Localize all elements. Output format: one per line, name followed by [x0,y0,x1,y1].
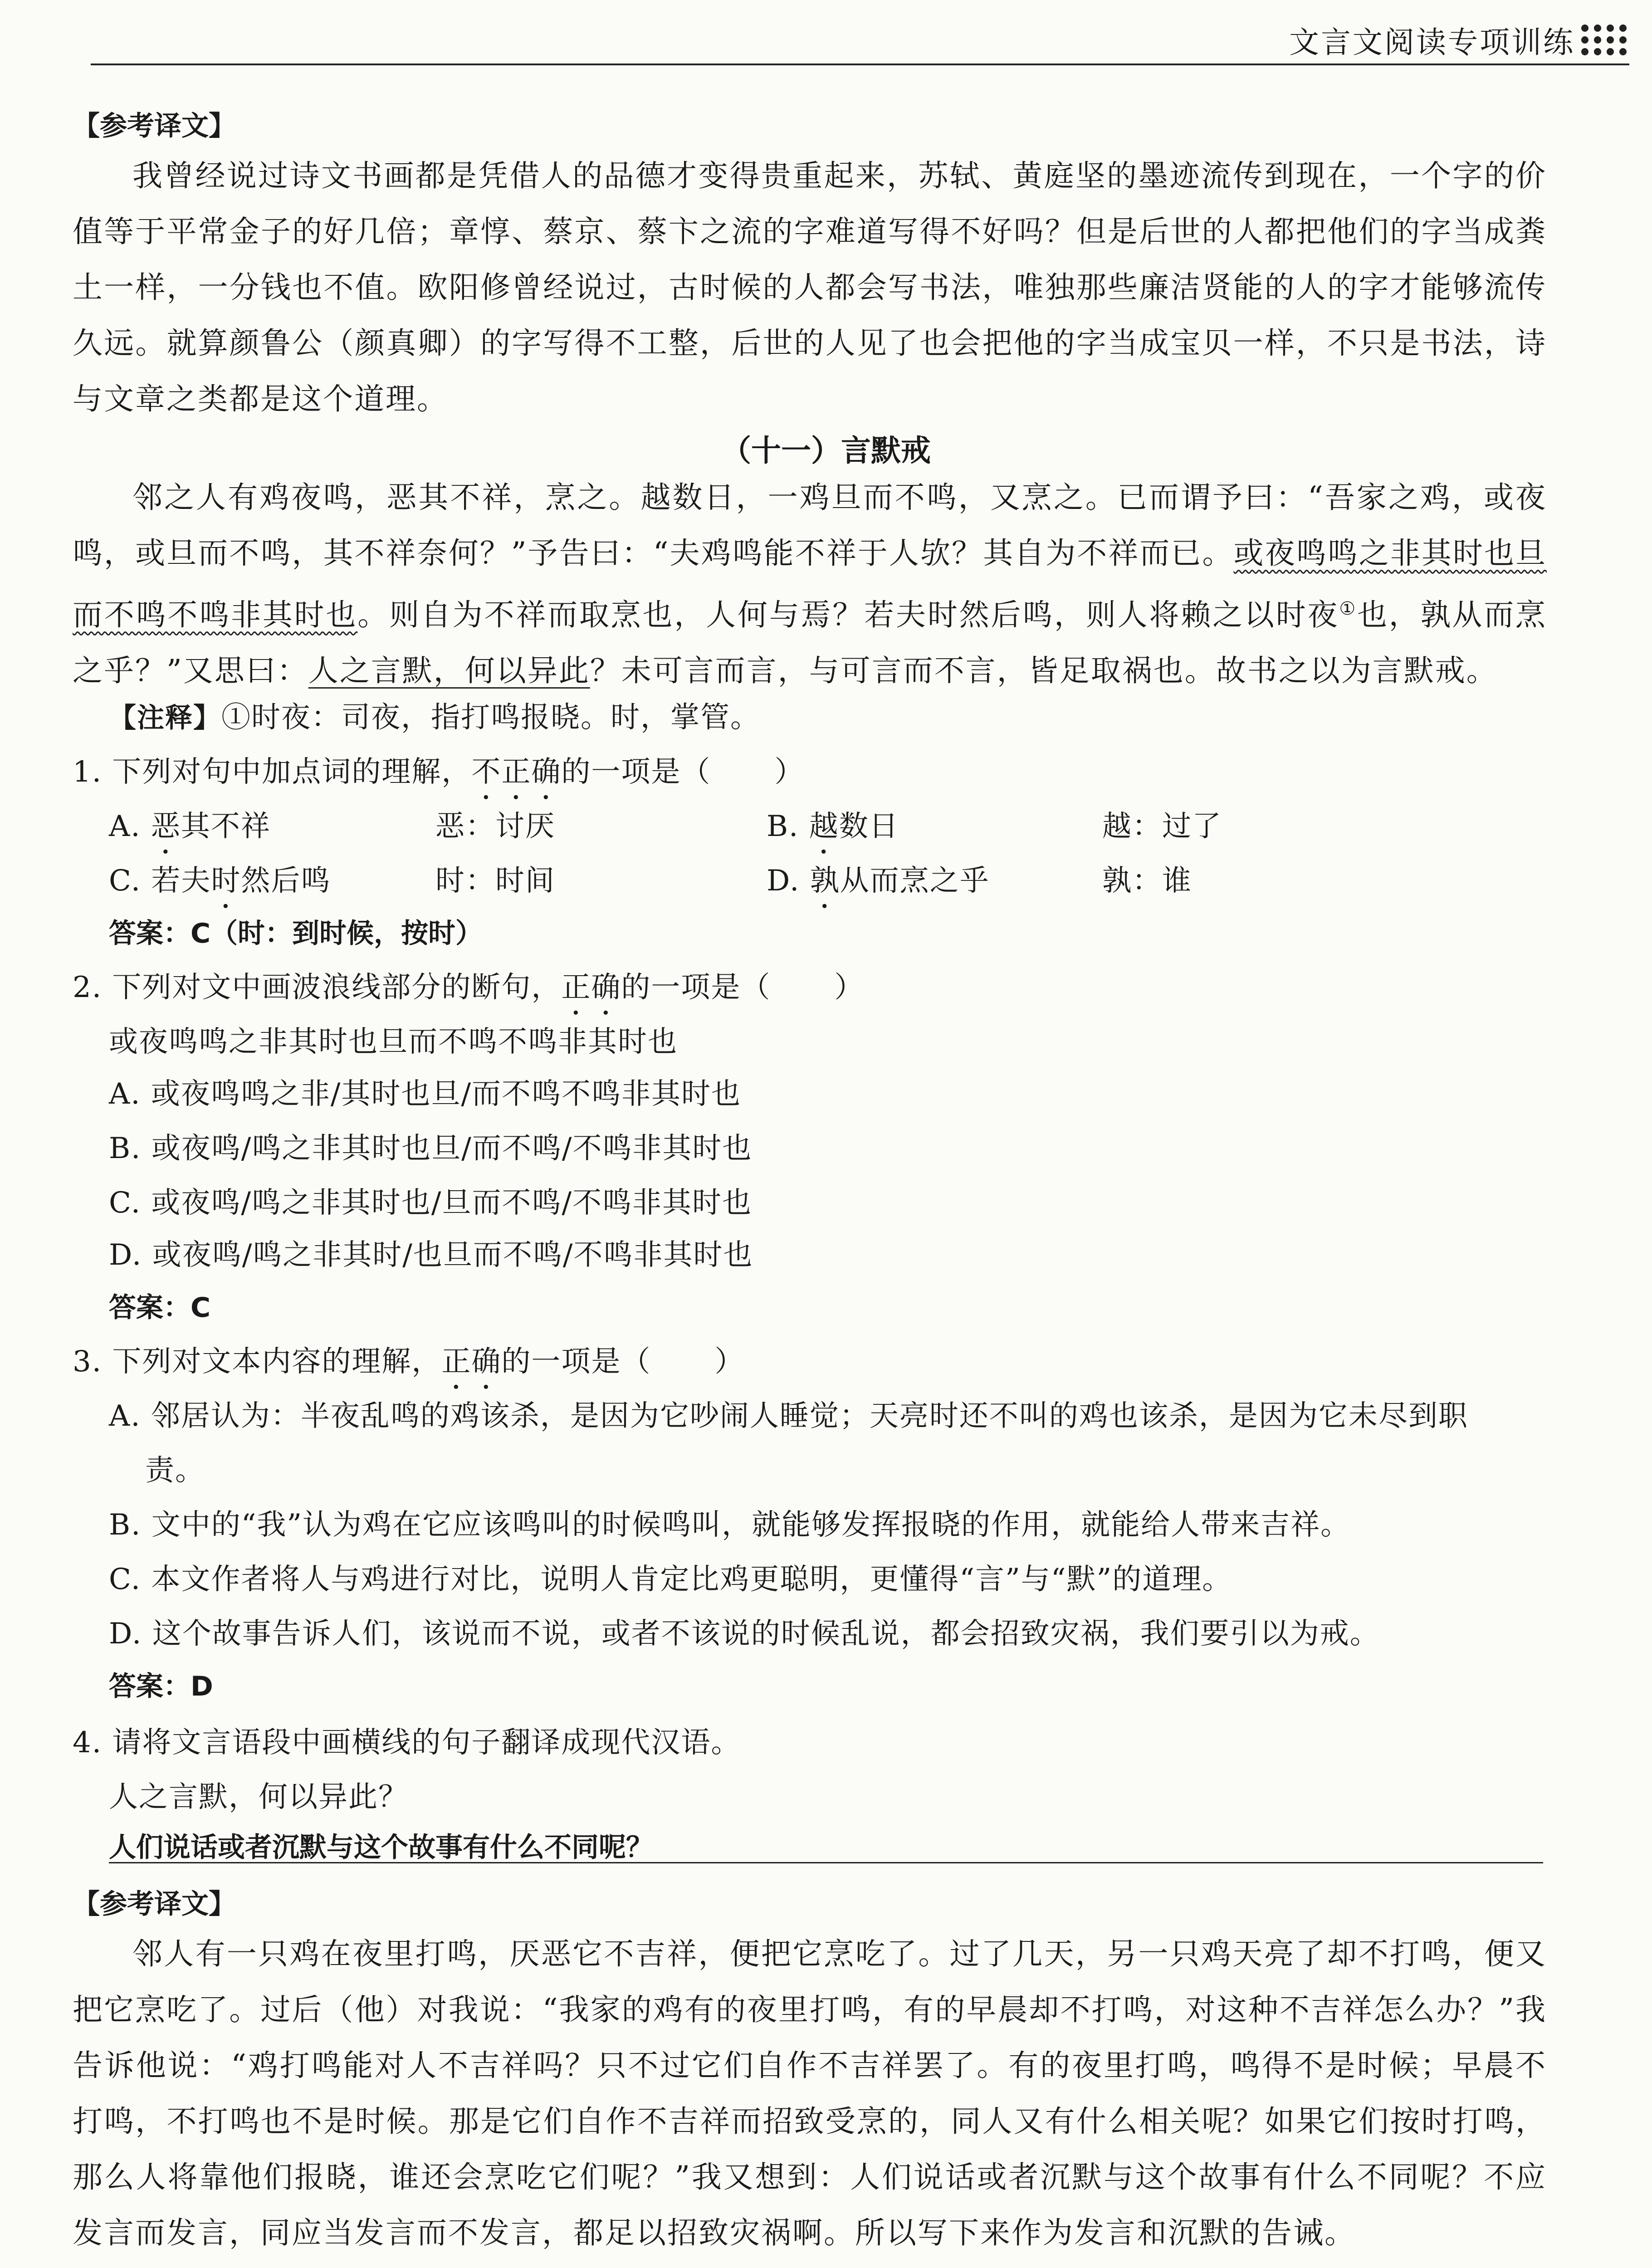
q1-option-d: D. 孰从而烹之乎 [767,864,990,898]
passage-part-4: ？未可言而言，与可言而不言，皆足取祸也。故书之以为言默戒。 [590,653,1498,688]
q4-sentence: 人之言默，何以异此？ [109,1780,408,1814]
question-2-stem: 2. 下列对文中画波浪线部分的断句，正确的一项是（ ） [73,971,865,1004]
classical-passage [73,469,1547,699]
q1-answer: 答案：C（时：到时候，按时） [109,918,483,949]
q1-option-a-gloss: 恶：讨厌 [435,810,555,843]
question-1-stem [73,748,804,806]
passage-part-3: 也，孰从而烹之乎？”又思曰： [73,597,1547,688]
annotation-text: ①时夜：司夜，指打鸣报晓。时，掌管。 [221,701,760,734]
passage-part-2: 。则自为不祥而取烹也，人何与焉？若夫时然后鸣，则人将赖之以时夜 [357,597,1339,632]
q2-answer: 答案：C [109,1292,211,1324]
q3-answer: 答案：D [109,1671,213,1702]
q1-option-b: B. 越数日 [767,810,899,843]
q1-option-d-gloss: 孰：谁 [1102,864,1192,898]
reference-translation-1 [73,104,1547,427]
q3-option-c: C. 本文作者将人与鸡进行对比，说明人肯定比鸡更聪明，更懂得“言”与“默”的道理。 [109,1563,1232,1596]
reference-text: 我曾经说过诗文书画都是凭借人的品德才变得贵重起来，苏轼、黄庭坚的墨迹流传到现在，一个字的价值等于平常金子的好几倍；章惇、蔡京、蔡卞之流的字难道写得不好吗？但是后世的人都把他们的字当成粪土一样，一分钱也不值。欧阳修曾经说过，古时候的人都会写书法，唯独那些廉洁贤能的人的字才能够流传久远。就算颜鲁公（颜真卿）的字写得不工整，后世的人见了也会把他的字当成宝贝一样，不只是书法，诗与文章之类都是这个道理。 [73,158,1547,416]
annotation-label: 【注释】 [109,702,221,734]
q2-option-a: A. 或夜鸣鸣之非/其时也旦/而不鸣不鸣非其时也 [109,1077,742,1111]
wavy-underlined-sentence: 或夜鸣鸣之非其时也旦而不鸣不鸣非其时也 [73,536,1547,632]
question-3-stem: 3. 下列对文本内容的理解，正确的一项是（ ） [73,1345,745,1378]
q1-option-b-gloss: 越：过了 [1102,810,1222,843]
passage-text [73,469,1547,699]
q1-option-c-gloss: 时：时间 [435,864,555,898]
q1-stem-start: 1. 下列对句中加点词的理解， [73,755,472,789]
running-header: 文言文阅读专项训练 [1289,25,1575,60]
q1-option-a: A. 恶其不祥 [109,810,271,843]
passage-part-1: 邻之人有鸡夜鸣，恶其不祥，烹之。越数日，一鸡旦而不鸣，又烹之。已而谓予曰：“吾家之鸡，或夜鸣，或旦而不鸣，其不祥奈何？”予告曰：“夫鸡鸣能不祥于人欤？其自为不祥而已。 [73,480,1547,571]
reference-translation-2 [73,1882,1547,2261]
reference-text-2: 邻人有一只鸡在夜里打鸣，厌恶它不吉祥，便把它烹吃了。过了几天，另一只鸡天亮了却不打鸣，便又把它烹吃了。过后（他）对我说：“我家的鸡有的夜里打鸣，有的早晨却不打鸣，对这种不吉祥怎么办？”我告诉他说：“鸡打鸣能对人不吉祥吗？只不过它们自作不吉祥罢了。有的夜里打鸣，鸣得不是时候；早晨不打鸣，不打鸣也不是时候。那是它们自作不吉祥而招致受烹的，同人又有什么相关呢？如果它们按时打鸣，那么人将靠他们报晓，谁还会烹吃它们呢？”我又想到：人们说话或者沉默与这个故事有什么不同呢？不应发言而发言，同应当发言而不发言，都足以招致灾祸啊。所以写下来作为发言和沉默的告诫。 [73,1936,1547,2250]
q3-option-d: D. 这个故事告诉人们，该说而不说，或者不该说的时候乱说，都会招致灾祸，我们要引以为戒。 [109,1617,1380,1651]
section-title: （十一）言默戒 [721,433,931,468]
q2-option-d: D. 或夜鸣/鸣之非其时/也旦而不鸣/不鸣非其时也 [109,1238,753,1272]
footnote-marker: ① [1339,598,1357,619]
q1-stem-end: 的一项是（ [561,755,711,789]
q4-answer: 人们说话或者沉默与这个故事有什么不同呢？ [109,1832,653,1863]
underlined-sentence: 人之言默，何以异此 [308,653,590,688]
reference-label-2: 【参考译文】 [73,1888,236,1920]
reference-label: 【参考译文】 [73,110,236,142]
q3-option-b: B. 文中的“我”认为鸡在它应该鸣叫的时候鸣叫，就能够发挥报晓的作用，就能给人带来吉祥。 [109,1508,1351,1542]
q2-sentence: 或夜鸣鸣之非其时也旦而不鸣不鸣非其时也 [109,1025,678,1059]
q1-option-c: C. 若夫时然后鸣 [109,864,331,898]
q2-option-c: C. 或夜鸣/鸣之非其时也/旦而不鸣/不鸣非其时也 [109,1186,753,1220]
question-4-stem: 4. 请将文言语段中画横线的句子翻译成现代汉语。 [73,1726,741,1760]
q3-option-a-continued: 责。 [145,1454,205,1487]
q3-option-a: A. 邻居认为：半夜乱鸣的鸡该杀，是因为它吵闹人睡觉；天亮时还不叫的鸡也该杀，是因为它未尽到职 [109,1399,1468,1433]
annotation [109,694,760,736]
q1-paren-close: ） [774,755,805,789]
q1-stem-emphasis: 不正确 [471,755,562,789]
answer-rule [109,1862,1543,1863]
header-dots-decoration [1579,22,1629,58]
q2-option-b: B. 或夜鸣/鸣之非其时也旦/而不鸣/不鸣非其时也 [109,1132,753,1165]
header-rule [91,64,1629,65]
